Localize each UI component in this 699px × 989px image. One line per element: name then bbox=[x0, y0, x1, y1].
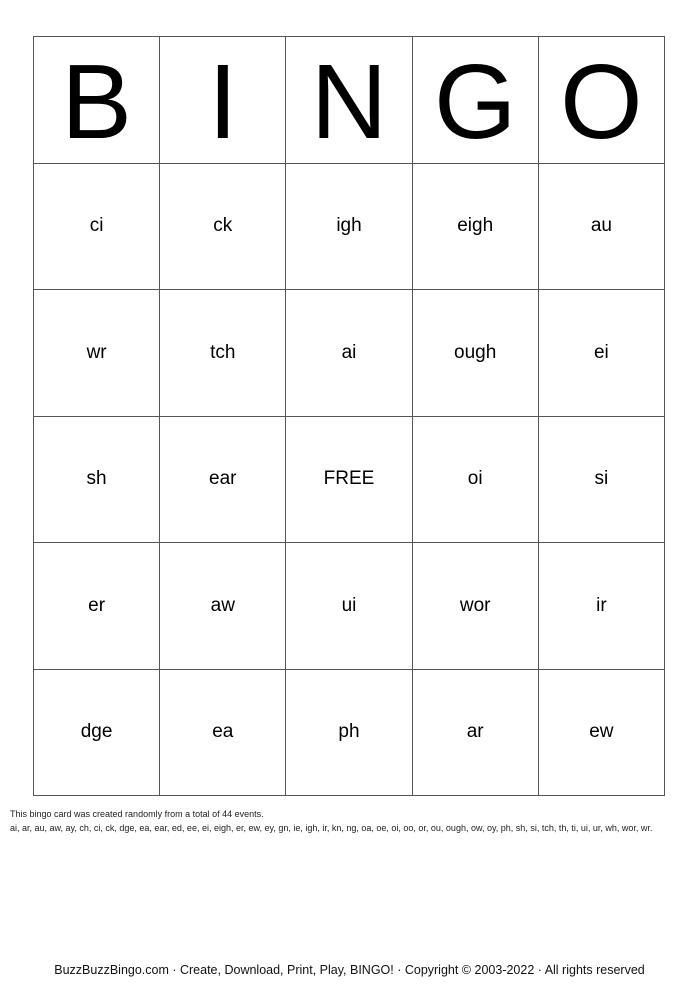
bingo-cell: dge bbox=[34, 670, 160, 797]
bingo-cell: ui bbox=[286, 543, 412, 670]
header-o: O bbox=[539, 37, 665, 164]
note-event-list: ai, ar, au, aw, ay, ch, ci, ck, dge, ea, ear, ed, ee, ei, eigh, er, ew, ey, gn, ie, igh, ir, kn, ng, oa, oe, oi, oo, or, ou, ough, ow, oy, ph, sh, si, tch, th, ti, ui, ur, wh, wor, wr. bbox=[10, 823, 653, 833]
bingo-cell: igh bbox=[286, 164, 412, 291]
bingo-cell: oi bbox=[413, 417, 539, 544]
bingo-cell: sh bbox=[34, 417, 160, 544]
bingo-cell: ar bbox=[413, 670, 539, 797]
header-n: N bbox=[286, 37, 412, 164]
bingo-cell: ck bbox=[160, 164, 286, 291]
header-b: B bbox=[34, 37, 160, 164]
bingo-cell: ei bbox=[539, 290, 665, 417]
note-summary: This bingo card was created randomly from a total of 44 events. bbox=[10, 809, 264, 819]
bingo-cell: ci bbox=[34, 164, 160, 291]
bingo-cell: aw bbox=[160, 543, 286, 670]
bingo-cell: er bbox=[34, 543, 160, 670]
bingo-cell: ear bbox=[160, 417, 286, 544]
bingo-cell: si bbox=[539, 417, 665, 544]
bingo-cell: tch bbox=[160, 290, 286, 417]
bingo-cell: ea bbox=[160, 670, 286, 797]
bingo-cell: ew bbox=[539, 670, 665, 797]
bingo-cell: ir bbox=[539, 543, 665, 670]
event-note bbox=[10, 807, 652, 835]
bingo-card bbox=[33, 36, 665, 796]
bingo-cell: ough bbox=[413, 290, 539, 417]
footer-copyright: BuzzBuzzBingo.com · Create, Download, Print, Play, BINGO! · Copyright © 2003-2022 · All rights reserved bbox=[54, 963, 645, 977]
bingo-cell: eigh bbox=[413, 164, 539, 291]
bingo-cell: wor bbox=[413, 543, 539, 670]
header-g: G bbox=[413, 37, 539, 164]
free-space: FREE bbox=[286, 417, 412, 544]
bingo-cell: ph bbox=[286, 670, 412, 797]
bingo-cell: ai bbox=[286, 290, 412, 417]
bingo-cell: au bbox=[539, 164, 665, 291]
bingo-cell: wr bbox=[34, 290, 160, 417]
header-i: I bbox=[160, 37, 286, 164]
